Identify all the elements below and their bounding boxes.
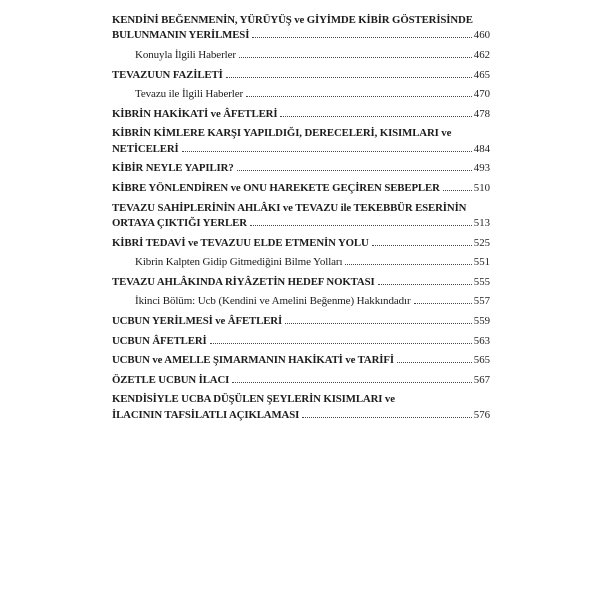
- toc-entry-line: [135, 48, 490, 63]
- toc-entry: [112, 236, 490, 251]
- toc-entry-line: [112, 216, 490, 231]
- toc-entry: [112, 181, 490, 196]
- page-number: 525: [473, 236, 490, 249]
- toc-entry-line: [112, 373, 490, 388]
- toc-entry: [112, 334, 490, 349]
- page-number: 557: [473, 295, 490, 308]
- dot-leader: [285, 323, 472, 324]
- page-number: 513: [473, 216, 490, 229]
- toc-entry: [112, 126, 490, 157]
- page-number: 551: [473, 256, 490, 269]
- toc-entry-title: KİBRİ TEDAVİ ve TEVAZUU ELDE ETMENİN YOLU: [112, 236, 369, 249]
- toc-entry: [112, 201, 490, 232]
- dot-leader: [280, 116, 471, 117]
- dot-leader: [302, 417, 472, 418]
- page-number: 484: [473, 142, 490, 155]
- toc-entry-title: BULUNMANIN YERİLMESİ: [112, 29, 250, 42]
- dot-leader: [414, 303, 472, 304]
- toc-entry-title: KENDİSİYLE UCBA DÜŞÜLEN ŞEYLERİN KISIMLARI ve: [112, 393, 395, 406]
- page-number: 510: [473, 181, 490, 194]
- toc-list: [112, 13, 490, 427]
- toc-entry: [112, 275, 490, 290]
- dot-leader: [443, 190, 472, 191]
- toc-entry-title: UCBUN ÂFETLERİ: [112, 334, 207, 347]
- page-number: 478: [473, 107, 490, 120]
- dot-leader: [378, 284, 472, 285]
- toc-entry-title: İkinci Bölüm: Ucb (Kendini ve Amelini Beğenme) Hakkındadır: [135, 295, 411, 308]
- toc-entry-line: [112, 142, 490, 157]
- toc-entry-line: [112, 392, 490, 407]
- toc-entry-line: [135, 87, 490, 102]
- toc-entry-line: [112, 236, 490, 251]
- page-number: 470: [473, 88, 490, 101]
- page-number: 462: [473, 49, 490, 61]
- toc-entry-title: NETİCELERİ: [112, 142, 179, 155]
- toc-entry-title: TEVAZU AHLÂKINDA RİYÂZETİN HEDEF NOKTASI: [112, 275, 375, 288]
- toc-entry-title: Tevazu ile İlgili Haberler: [135, 88, 244, 101]
- dot-leader: [232, 382, 472, 383]
- page-number: 559: [473, 314, 490, 327]
- dot-leader: [246, 96, 472, 97]
- toc-entry-line: [112, 181, 490, 196]
- page-number: 493: [473, 162, 490, 175]
- page-number: 460: [473, 29, 490, 42]
- toc-entry-line: [135, 294, 490, 309]
- dot-leader: [397, 362, 472, 363]
- page-number: 567: [473, 373, 490, 386]
- toc-entry: [112, 392, 490, 423]
- page-number: 563: [473, 334, 490, 347]
- toc-entry: [112, 107, 490, 122]
- toc-entry-line: [112, 107, 490, 122]
- page-number: 555: [473, 275, 490, 288]
- page-number: 565: [473, 354, 490, 367]
- toc-entry-title: Konuyla İlgili Haberler: [135, 49, 236, 61]
- toc-entry-title: KİBİR NEYLE YAPILIR?: [112, 162, 234, 175]
- toc-entry-title: UCBUN ve AMELLE ŞIMARMANIN HAKİKATİ ve TARİFİ: [112, 354, 394, 367]
- toc-entry: [112, 294, 490, 309]
- toc-entry: [112, 373, 490, 388]
- toc-entry-line: [135, 255, 490, 270]
- toc-entry: [112, 68, 490, 83]
- toc-entry-line: [112, 353, 490, 368]
- toc-entry-line: [112, 28, 490, 43]
- toc-entry: [112, 353, 490, 368]
- toc-entry-title: TEVAZUUN FAZİLETİ: [112, 68, 223, 81]
- toc-entry-line: [112, 275, 490, 290]
- toc-entry: [112, 314, 490, 329]
- dot-leader: [372, 245, 472, 246]
- toc-entry-line: [112, 334, 490, 349]
- toc-entry: [112, 48, 490, 63]
- toc-entry: [112, 255, 490, 270]
- dot-leader: [226, 77, 472, 78]
- dot-leader: [182, 151, 472, 152]
- toc-entry-title: KİBRE YÖNLENDİREN ve ONU HAREKETE GEÇİREN SEBEPLER: [112, 181, 440, 194]
- toc-entry-title: ORTAYA ÇIKTIĞI YERLER: [112, 216, 247, 229]
- toc-entry-line: [112, 126, 490, 141]
- toc-entry-line: [112, 13, 490, 28]
- page-number: 465: [473, 68, 490, 81]
- toc-entry-line: [112, 314, 490, 329]
- toc-entry-line: [112, 408, 490, 423]
- dot-leader: [237, 170, 472, 171]
- toc-entry-title: KİBRİN KİMLERE KARŞI YAPILDIĞI, DERECELERİ, KISIMLARI ve: [112, 127, 452, 140]
- toc-entry-title: ÖZETLE UCBUN İLACI: [112, 373, 230, 386]
- dot-leader: [345, 264, 471, 265]
- toc-entry-title: İLACININ TAFSİLATLI AÇIKLAMASI: [112, 408, 300, 421]
- toc-entry-line: [112, 161, 490, 176]
- toc-entry: [112, 13, 490, 44]
- toc-entry-title: Kibrin Kalpten Gidip Gitmediğini Bilme Yolları: [135, 256, 343, 269]
- toc-entry-title: KİBRİN HAKİKATİ ve ÂFETLERİ: [112, 107, 278, 120]
- page-number: 576: [473, 408, 490, 421]
- toc-entry: [112, 87, 490, 102]
- toc-entry-line: [112, 68, 490, 83]
- toc-entry: [112, 161, 490, 176]
- dot-leader: [239, 57, 472, 58]
- toc-entry-line: [112, 201, 490, 216]
- toc-entry-title: UCBUN YERİLMESİ ve ÂFETLERİ: [112, 314, 283, 327]
- toc-entry-title: KENDİNİ BEĞENMENİN, YÜRÜYÜŞ ve GİYİMDE KİBİR GÖSTERİSİNDE: [112, 14, 473, 26]
- dot-leader: [252, 37, 472, 38]
- dot-leader: [250, 225, 472, 226]
- dot-leader: [210, 343, 472, 344]
- toc-entry-title: TEVAZU SAHİPLERİNİN AHLÂKI ve TEVAZU ile TEKEBBÜR ESERİNİN: [112, 201, 467, 214]
